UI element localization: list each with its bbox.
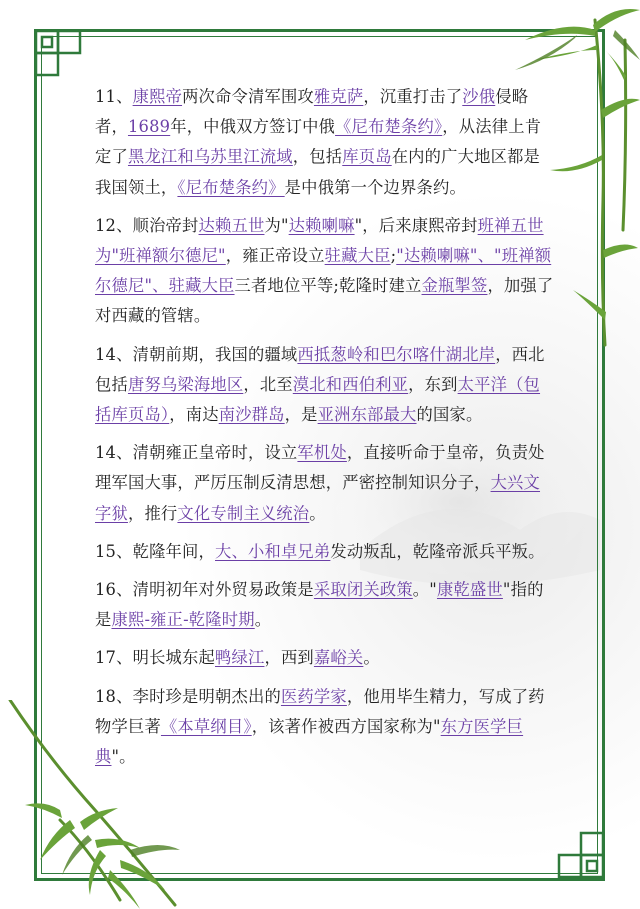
key-term-link[interactable]: 鸭绿江 — [215, 648, 265, 668]
list-item — [95, 643, 555, 673]
corner-ornament-icon — [552, 826, 606, 880]
body-text: 在内的广大地区都是我国领土， — [95, 147, 541, 197]
body-text: ，雍正帝设立 — [225, 246, 325, 266]
body-text: ; — [390, 246, 397, 266]
key-term-link[interactable]: 1689 — [127, 117, 171, 137]
key-term-link[interactable]: 康乾盛世 — [436, 580, 503, 600]
key-term-link[interactable]: 《本草纲目》 — [160, 716, 252, 736]
body-text: 的国家。 — [416, 405, 483, 425]
corner-ornament-icon — [33, 28, 87, 82]
key-term-link[interactable]: 《尼布楚条约》 — [335, 117, 443, 137]
content-body — [95, 82, 555, 772]
list-item — [95, 82, 555, 203]
body-text: "。 — [111, 747, 136, 767]
key-term-link[interactable]: 《尼布楚条约》 — [177, 177, 285, 197]
body-text: 16、清明初年对外贸易政策是 — [95, 580, 314, 600]
body-text: ，南达 — [169, 405, 219, 425]
body-text: "，后来康熙帝封 — [354, 215, 478, 235]
body-text: 15、乾隆年间， — [95, 541, 216, 561]
key-term-link[interactable]: 达赖五世 — [198, 215, 265, 235]
body-text: ，推行 — [127, 503, 178, 523]
list-item — [95, 682, 555, 773]
body-text: 11、 — [95, 87, 133, 106]
list-item — [95, 438, 555, 529]
key-term-link[interactable]: 东方医学巨典 — [95, 716, 524, 767]
body-text: 三者地位平等;乾隆时建立 — [234, 276, 422, 296]
key-term-link[interactable]: 康熙帝 — [132, 87, 183, 106]
body-text: ，东到 — [408, 374, 458, 394]
list-item — [95, 211, 555, 332]
key-term-link[interactable]: 西抵葱岭和巴尔喀什湖北岸 — [297, 344, 496, 364]
body-text: 。 — [254, 610, 272, 630]
key-term-link[interactable]: 驻藏大臣 — [324, 246, 391, 266]
key-term-link[interactable]: 南沙群岛 — [218, 405, 285, 425]
body-text: 侵略者， — [95, 87, 529, 137]
body-text: ，直接听命于皇帝，负责处理军国大事，严厉压制反清思想，严密控制知识分子， — [95, 443, 545, 493]
key-term-link[interactable]: 大、小和卓兄弟 — [215, 541, 331, 561]
body-text: 17、明长城东起 — [95, 648, 216, 668]
key-term-link[interactable]: 军机处 — [297, 443, 347, 463]
key-term-link[interactable]: 采取闭关政策 — [313, 580, 413, 600]
body-text: 14、清朝前期，我国的疆域 — [95, 344, 298, 364]
body-text: 为" — [264, 215, 289, 235]
body-text: 12、顺治帝封 — [95, 215, 199, 235]
list-item — [95, 537, 555, 567]
key-term-link[interactable]: "达赖喇嘛"、"班禅额尔德尼"、驻藏大臣 — [95, 246, 552, 296]
list-item — [95, 340, 555, 431]
key-term-link[interactable]: 黑龙江和乌苏里江流域 — [127, 147, 293, 167]
body-text: 发动叛乱，乾隆帝派兵平叛。 — [330, 541, 545, 561]
body-text: 年，中俄双方签订中俄 — [170, 117, 336, 137]
key-term-link[interactable]: 唐努乌梁海地区 — [127, 374, 244, 394]
key-term-link[interactable]: 康熙-雍正-乾隆时期 — [111, 610, 255, 630]
body-text: ，西到 — [264, 648, 314, 668]
key-term-link[interactable]: 沙俄 — [462, 87, 496, 106]
body-text: 。 — [309, 503, 326, 523]
body-text: ，加强了对西藏的管辖。 — [95, 276, 554, 326]
body-text: ，包括 — [292, 147, 343, 167]
key-term-link[interactable]: 文化专制主义统治 — [177, 503, 310, 523]
body-text: 18、李时珍是明朝杰出的 — [95, 686, 281, 706]
body-text: 14、清朝雍正皇帝时，设立 — [95, 443, 298, 463]
key-term-link[interactable]: 漠北和西伯利亚 — [292, 374, 409, 394]
key-term-link[interactable]: 亚洲东部最大 — [317, 405, 417, 425]
key-term-link[interactable]: 太平洋（包括库页岛） — [95, 374, 541, 425]
body-text: ，他用毕生精力，写成了药物学巨著 — [95, 686, 545, 736]
body-text: 。 — [363, 648, 380, 668]
body-text: ，是 — [284, 405, 318, 425]
key-term-link[interactable]: 大兴文字狱 — [95, 473, 541, 523]
key-term-link[interactable]: 医药学家 — [280, 686, 347, 706]
body-text: 是中俄第一个边界条约。 — [284, 177, 466, 197]
key-term-link[interactable]: 库页岛 — [342, 147, 392, 167]
key-term-link[interactable]: 金瓶掣签 — [421, 276, 488, 296]
key-term-link[interactable]: 嘉峪关 — [313, 648, 364, 668]
body-text: ，西北包括 — [95, 344, 545, 394]
list-item — [95, 575, 555, 635]
body-text: "指的是 — [95, 580, 544, 630]
body-text: 。" — [412, 580, 437, 600]
body-text: ，北至 — [243, 374, 293, 394]
key-term-link[interactable]: 达赖喇嘛 — [288, 215, 355, 235]
body-text: ，从法律上肯定了 — [95, 117, 542, 167]
key-term-link[interactable]: 班禅五世为"班禅额尔德尼" — [95, 215, 544, 266]
key-term-link[interactable]: 雅克萨 — [313, 87, 364, 106]
body-text: ，沉重打击了 — [363, 87, 463, 106]
body-text: 两次命令清军围攻 — [182, 87, 314, 106]
body-text: ，该著作被西方国家称为" — [251, 716, 441, 736]
